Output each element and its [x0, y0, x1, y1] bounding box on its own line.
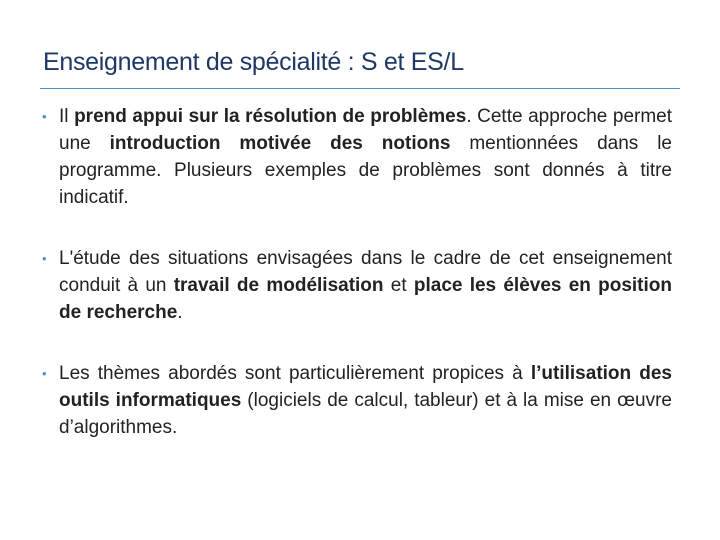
bullet-3-emphasis-1: l’utilisation des outils informatiques [59, 363, 672, 411]
bullet-marker: • [42, 251, 47, 266]
bullet-1-text: Il [59, 106, 75, 127]
bullet-2-emphasis-2: place les élèves en position de recherche [59, 275, 673, 323]
slide-title: Enseignement de spécialité : S et ES/L [43, 48, 464, 76]
bullet-item-3 [42, 360, 672, 441]
bullet-2-text-3: . [177, 302, 183, 323]
bullet-1-emphasis-2: introduction motivée des notions [109, 133, 451, 154]
bullet-1-text-3: mentionnées dans le programme. Plusieurs exemples de problèmes sont donnés à titre indicatif. [59, 133, 672, 208]
bullet-2-emphasis-1: travail de modélisation [173, 275, 384, 296]
bullet-item-1 [42, 103, 672, 211]
bullet-item-2 [42, 245, 672, 326]
bullet-1-emphasis-1: prend appui sur la résolution de problèmes [74, 106, 467, 127]
bullet-2-text-2: et [383, 275, 414, 296]
title-divider [40, 88, 680, 89]
bullet-3-text-2: (logiciels de calcul, tableur) et à la mise en œuvre d’algorithmes. [59, 390, 672, 438]
top-band [0, 0, 720, 30]
bullet-list [42, 103, 672, 441]
bullet-marker: • [42, 366, 47, 381]
bullet-marker: • [42, 109, 47, 124]
bullet-3-text: Les thèmes abordés sont particulièrement propices à [59, 363, 531, 384]
bullet-2-text: L'étude des situations envisagées dans le cadre de cet enseignement conduit à un [59, 248, 672, 296]
bullet-1-text-2: . Cette approche permet une [59, 106, 673, 154]
